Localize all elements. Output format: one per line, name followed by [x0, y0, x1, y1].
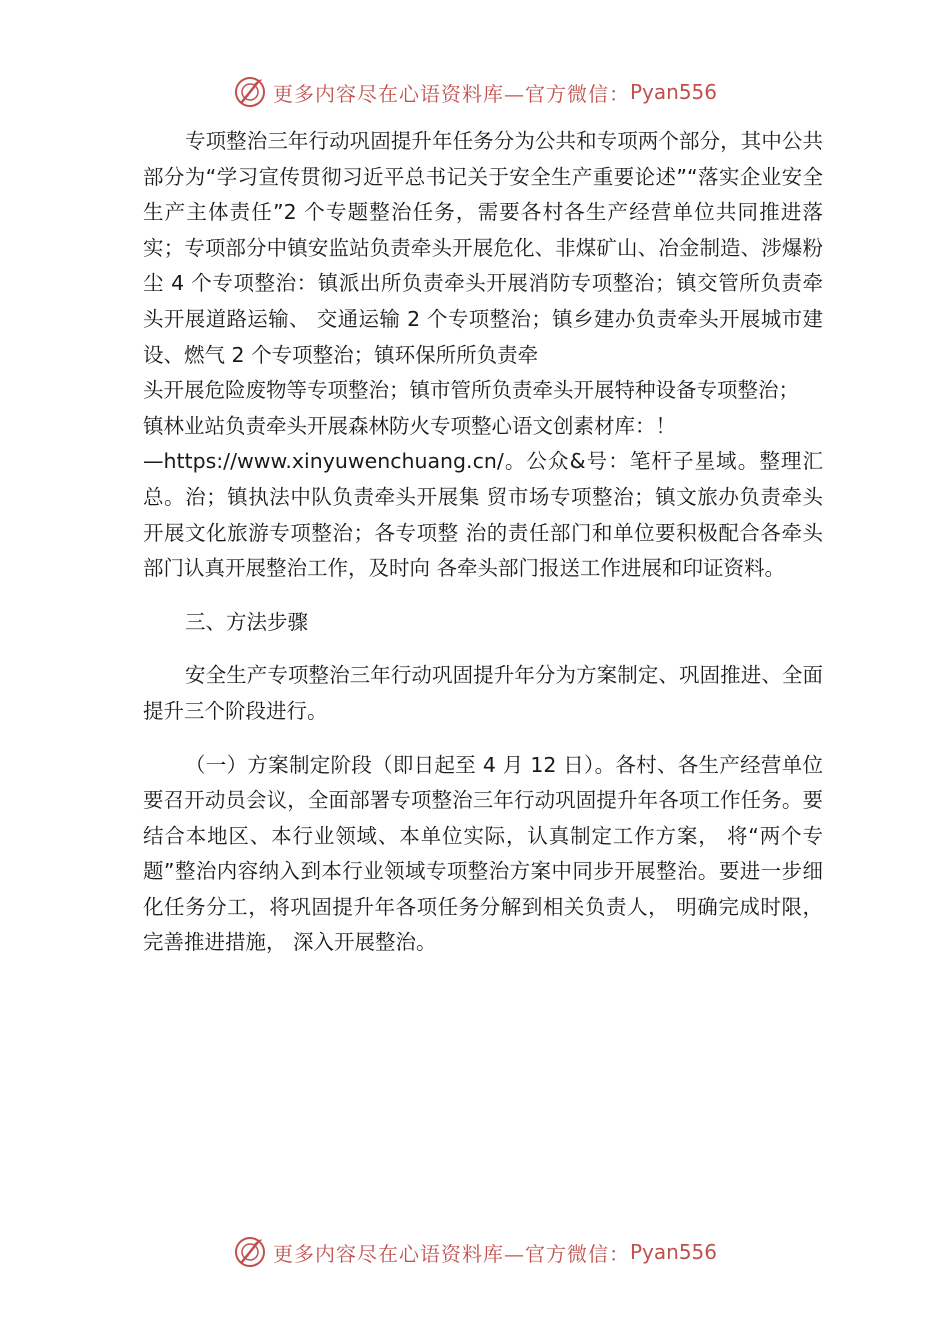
- brand-logo-icon: [233, 1235, 267, 1269]
- section-heading: 三、方法步骤: [185, 609, 308, 634]
- watermark-text: 更多内容尽在心语资料库—官方微信：: [272, 1241, 630, 1266]
- paragraph-planning-stage: （一）方案制定阶段（即日起至 4 月 12 日）。各村、各生产经营单位要召开动员会议，全面部署专项整治三年行动巩固提升年各项工作任务。要结合本地区、本行业领域、本单位实际，认真制定工作方案， 将“两个专题”整治内容纳入到本行业领域专项整治方案中同步开展整治。要进一步细化任务分工，将巩固提升年各项任务分解到相关负责人， 明确完成时限，完善推进措施， 深入开展整治。: [143, 752, 823, 955]
- watermark-wechat-id: Pyan556: [629, 80, 717, 104]
- paragraph-stages: 安全生产专项整治三年行动巩固提升年分为方案制定、巩固推进、全面提升三个阶段进行。: [143, 663, 823, 723]
- brand-logo-icon: [233, 75, 267, 109]
- document-body: [143, 124, 823, 961]
- watermark-header: [0, 72, 950, 112]
- paragraph-tasks-continued: —https://www.xinyuwenchuang.cn/。公众&号：笔杆子星域。整理汇总。治；镇执法中队负责牵头开展集 贸市场专项整治；镇文旅办负责牵头开展文化旅游专项整治；各专项整 治的责任部门和单位要积极配合各牵头部门认真开展整治工作，及时向 各牵头部门报送工作进展和印证资料。: [143, 449, 823, 581]
- paragraph-tasks: 专项整治三年行动巩固提升年任务分为公共和专项两个部分，其中公共部分为“学习宣传贯彻习近平总书记关于安全生产重要论述”“落实企业安全生产主体责任”2 个专题整治任务，需要各村各生产经营单位共同推进落实；专项部分中镇安监站负责牵头开展危化、非煤矿山、冶金制造、涉爆粉尘 4 个专项整治：镇派出所负责牵头开展消防专项整治；镇交管所负责牵头开展道路运输、 交通运输 2 个专项整治；镇乡建办负责牵头开展城市建设、燃气 2 个专项整治；镇环保所所负责牵: [143, 129, 823, 367]
- watermark-footer: [0, 1232, 950, 1272]
- watermark-wechat-id: Pyan556: [629, 1240, 717, 1264]
- paragraph-tasks-line: 镇林业站负责牵头开展森林防火专项整心语文创素材库：！: [143, 413, 676, 438]
- paragraph-tasks-line: 头开展危险废物等专项整治；镇市管所负责牵头开展特种设备专项整治；: [143, 378, 799, 403]
- watermark-text: 更多内容尽在心语资料库—官方微信：: [272, 81, 630, 106]
